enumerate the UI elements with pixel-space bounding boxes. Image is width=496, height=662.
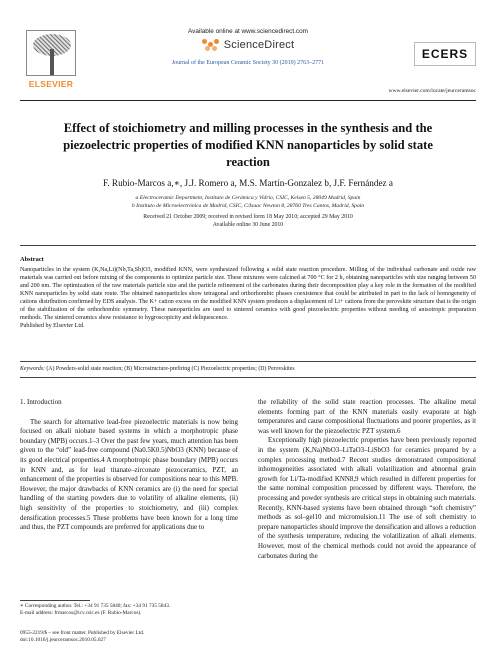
affiliation-b: b Instituto de Microelectrónica de Madrid, CSIC, C/Isaac Newton 8, 28760 Tres Cantos, Madrid, Spain: [131, 203, 365, 209]
intro-paragraph-1: The search for alternative lead-free piezoelectric materials is now being focused on alkali niobate based systems in which a morphotropic phase boundary (MPB) occurs.1–3 Over the past few years, much attention has been given to the “old” lead-free compound (Na0.5K0.5)NbO3 (KNN) because of its good electrical properties.4 A morphotropic phase boundary (MPB) occurs in KNN and, as for lead titanate–zirconate piezoceramics, PZT, an enhancement of the properties is observed for compositions near to this MPB. However, the major drawbacks of KNN ceramics are (i) the need for special handling of the starting powders due to volatility of alkaline elements, (ii) high sensitivity of the properties to stoichiometry, and (iii) complex densification processes.5 These problems have been known for a long time and thus, the PZT compounds are preferred for applications due to: [20, 417, 238, 532]
footnote-divider: [20, 600, 90, 601]
left-column: [20, 398, 238, 533]
keywords-text: (A) Powders-solid state reaction; (B) Microstructure-prefiring (C) Piezoelectric properties; (D) Perovskites: [44, 366, 295, 372]
publisher-name: ELSEVIER: [28, 79, 74, 89]
received-dates: Received 21 October 2009; received in revised form 18 May 2010; accepted 29 May 2010: [143, 214, 353, 220]
journal-reference-link[interactable]: Journal of the European Ceramic Society 30 (2010) 2763–2771: [171, 60, 325, 66]
abstract-text: Nanoparticles in the system (K,Na,Li)(Nb,Ta,Sb)O3, modified KNN, were synthesized following a solid state reaction procedure. Milling of the individual carbonate and oxide raw materials was carried out before mixing of the components to optimize particle size. These mixtures were calcined at 700 °C for 2 h, obtaining nanoparticles with size ranging between 50 and 200 nm. The optimization of the raw materials particle size and the particle refinement of the carbonates during their decomposition play a key role in the formation of the modified KNN nanoparticles by solid state route. The obtained nanoparticles show tetragonal and orthorhombic phases coexistence that could be attributed in part to the lack of homogeneity of cations distribution confirmed by EDS analysis. The K+ cation excess on the modified KNN system produces a displacement of Li+ cations from the perovskite structure that is the origin of the stabilization of the orthorhombic symmetry. These nanoparticles are used to sintered ceramics with good piezoelectric properties without needing of anisotropic preparation methods. The sintered ceramics show resistance to hygroscopicity and deliquescence.: [20, 267, 476, 322]
author-list: F. Rubio-Marcos a,∗, J.J. Romero a, M.S. Martín-Gonzalez b, J.F. Fernández a: [102, 178, 394, 188]
section-heading-introduction: 1. Introduction: [20, 398, 62, 406]
footnote-email[interactable]: E-mail address: frmarcos@icv.csic.es (F. Rubio-Marcos).: [20, 610, 142, 616]
sciencedirect-logo: [140, 39, 356, 51]
doi-link[interactable]: doi:10.1016/j.jeurceramsoc.2010.05.027: [20, 636, 106, 643]
ecers-logo: ECERS: [414, 42, 476, 66]
article-title: Effect of stoichiometry and milling processes in the synthesis and the piezoelectric properties of modified KNN nanoparticles by solid state reaction: [63, 121, 433, 169]
elsevier-logo: [20, 30, 82, 90]
abstract-heading: Abstract: [20, 256, 44, 263]
copyright-meta: [20, 630, 238, 643]
abstract-body: [20, 266, 476, 330]
sciencedirect-dots-icon: [202, 39, 220, 51]
keywords-label: Keywords:: [20, 366, 45, 372]
journal-url[interactable]: www.elsevier.com/locate/jeurceramsoc: [388, 88, 476, 94]
available-online-text: Available online at www.sciencedirect.com: [188, 28, 308, 35]
abstract-divider-top: [20, 245, 476, 246]
intro-paragraph-2: Exceptionally high piezoelectric properties have been previously reported in the system (K,Na)NbO3–LiTaO3–LiSbO3 for ceramics prepared by a complex processing method.7 Recent studies demonstrated compositional inhomogeneities associated with alkali volatilization and abnormal grain growth for Li/Ta-modified KNN8,9 which resulted in different properties for the same nominal composition processed by different ways. Therefore, the processing and powder synthesis are critical steps in obtaining such materials. Recently, KNN-based systems have been obtained through “soft chemistry” methods as sol–gel10 and micromulsion.11 The use of soft chemistry to prepare nanoparticles should improve the densification and allows a reduction of the synthesis temperature, reducing the volatilization of alkali elements. However, most of the chemical methods could not avoid the appearance of carbonates during the: [258, 436, 476, 560]
footnote-contact: ∗ Corresponding author. Tel.: +34 91 735 5840; fax: +34 91 735 5843.: [20, 603, 171, 609]
elsevier-tree-icon: [26, 30, 76, 76]
front-matter-line: 0955-2219/$ – see front matter. Published by Elsevier Ltd.: [20, 630, 145, 636]
right-column: [258, 398, 476, 561]
header-divider: [20, 100, 476, 101]
keywords-divider: [20, 377, 476, 378]
corresponding-author-footnote: [20, 603, 238, 617]
affiliation-a: a Electroceramic Department, Instituto de Cerámica y Vidrio, CSIC, Kelsen 5, 28049 Madrid, Spain: [135, 195, 361, 201]
abstract-divider-bottom: [20, 361, 476, 362]
intro-paragraph-1-continued: the reliability of the solid state reaction processes. The alkaline metal elements forming part of the KNN materials easily evaporate at high temperatures and cause compositional fluctuations and poorer properties, as it was well known for the piezoelectric PZT system.6: [258, 398, 476, 435]
sciencedirect-block: [140, 28, 356, 66]
keywords-line: [20, 366, 476, 372]
available-online-date: Available online 30 June 2010: [212, 222, 284, 228]
sciencedirect-word: ScienceDirect: [223, 39, 295, 51]
abstract-published-by: Published by Elsevier Ltd.: [20, 323, 85, 330]
